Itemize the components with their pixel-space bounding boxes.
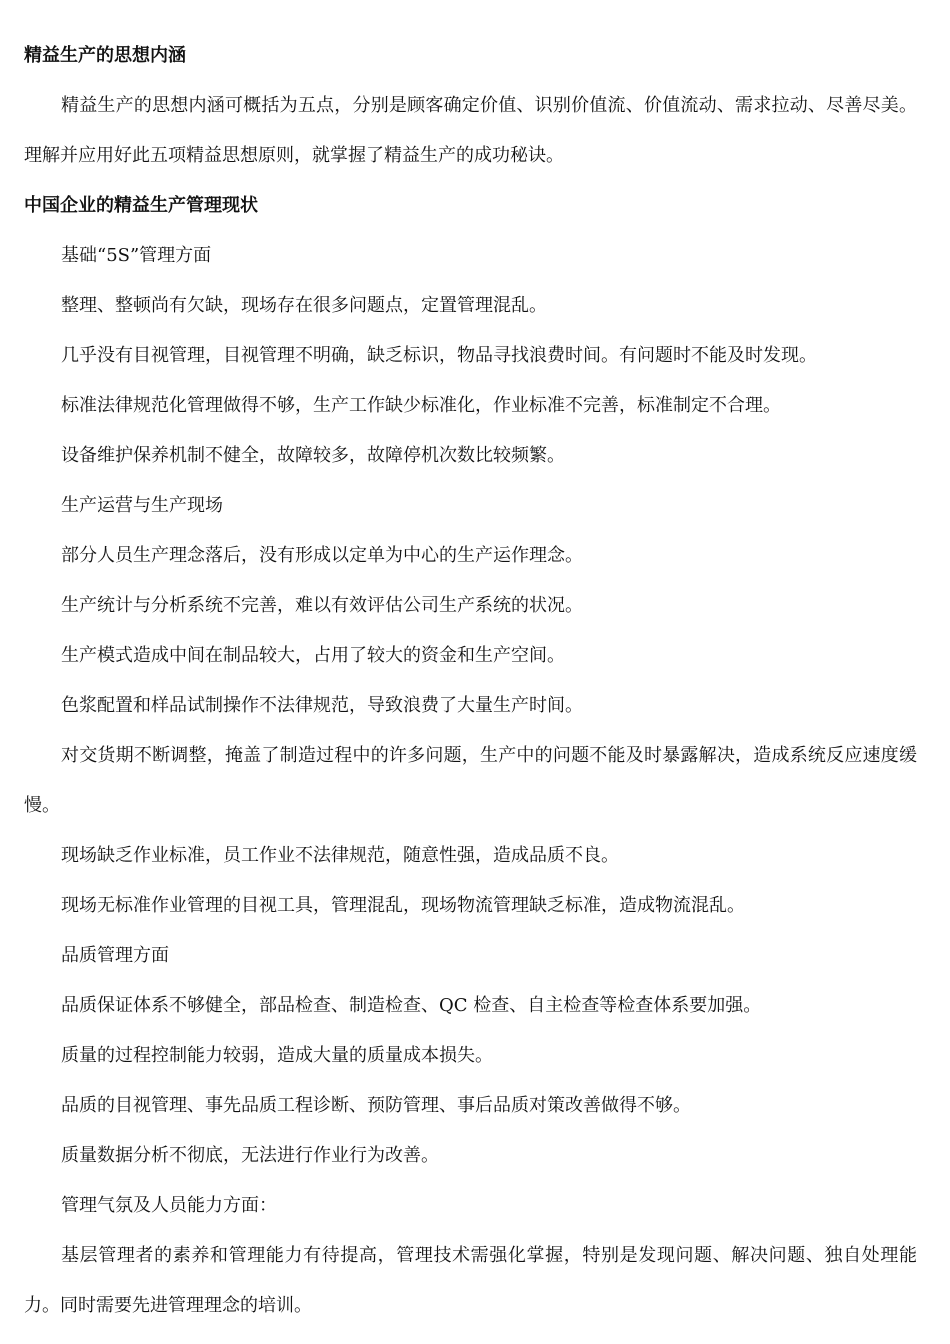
paragraph: 整理、整顿尚有欠缺，现场存在很多问题点，定置管理混乱。 xyxy=(61,295,547,316)
paragraph: 质量的过程控制能力较弱，造成大量的质量成本损失。 xyxy=(61,1045,493,1066)
subheading-quality: 品质管理方面 xyxy=(61,945,169,966)
paragraph: 现场无标准作业管理的目视工具，管理混乱，现场物流管理缺乏标准，造成物流混乱。 xyxy=(61,895,745,916)
section-heading-china-status: 中国企业的精益生产管理现状 xyxy=(24,195,258,216)
paragraph: 设备维护保养机制不健全，故障较多，故障停机次数比较频繁。 xyxy=(61,445,565,466)
paragraph: 质量数据分析不彻底，无法进行作业行为改善。 xyxy=(61,1145,439,1166)
paragraph: 品质保证体系不够健全，部品检查、制造检查、QC 检查、自主检查等检查体系要加强。 xyxy=(61,995,762,1016)
paragraph: 精益生产的思想内涵可概括为五点，分别是顾客确定价值、识别价值流、价值流动、需求拉动、尽善尽美。理解并应用好此五项精益思想原则，就掌握了精益生产的成功秘诀。 xyxy=(24,95,917,166)
paragraph: 对交货期不断调整，掩盖了制造过程中的许多问题，生产中的问题不能及时暴露解决，造成系统反应速度缓慢。 xyxy=(24,745,917,816)
paragraph: 标准法律规范化管理做得不够，生产工作缺少标准化，作业标准不完善，标准制定不合理。 xyxy=(61,395,781,416)
paragraph: 部分人员生产理念落后，没有形成以定单为中心的生产运作理念。 xyxy=(61,545,583,566)
paragraph: 几乎没有目视管理，目视管理不明确，缺乏标识，物品寻找浪费时间。有问题时不能及时发现。 xyxy=(61,345,817,366)
section-heading-lean-concept: 精益生产的思想内涵 xyxy=(24,45,186,66)
paragraph: 基层管理者的素养和管理能力有待提高，管理技术需强化掌握，特别是发现问题、解决问题、独自处理能力。同时需要先进管理理念的培训。 xyxy=(24,1245,917,1316)
paragraph: 品质的目视管理、事先品质工程诊断、预防管理、事后品质对策改善做得不够。 xyxy=(61,1095,691,1116)
paragraph: 现场缺乏作业标准，员工作业不法律规范，随意性强，造成品质不良。 xyxy=(61,845,619,866)
subheading-production: 生产运营与生产现场 xyxy=(61,495,223,516)
subheading-management: 管理气氛及人员能力方面： xyxy=(61,1195,277,1216)
paragraph: 生产模式造成中间在制品较大，占用了较大的资金和生产空间。 xyxy=(61,645,565,666)
document-page xyxy=(24,31,917,1331)
subheading-5s: 基础“5S”管理方面 xyxy=(61,245,212,266)
paragraph: 生产统计与分析系统不完善，难以有效评估公司生产系统的状况。 xyxy=(61,595,583,616)
paragraph: 色浆配置和样品试制操作不法律规范，导致浪费了大量生产时间。 xyxy=(61,695,583,716)
